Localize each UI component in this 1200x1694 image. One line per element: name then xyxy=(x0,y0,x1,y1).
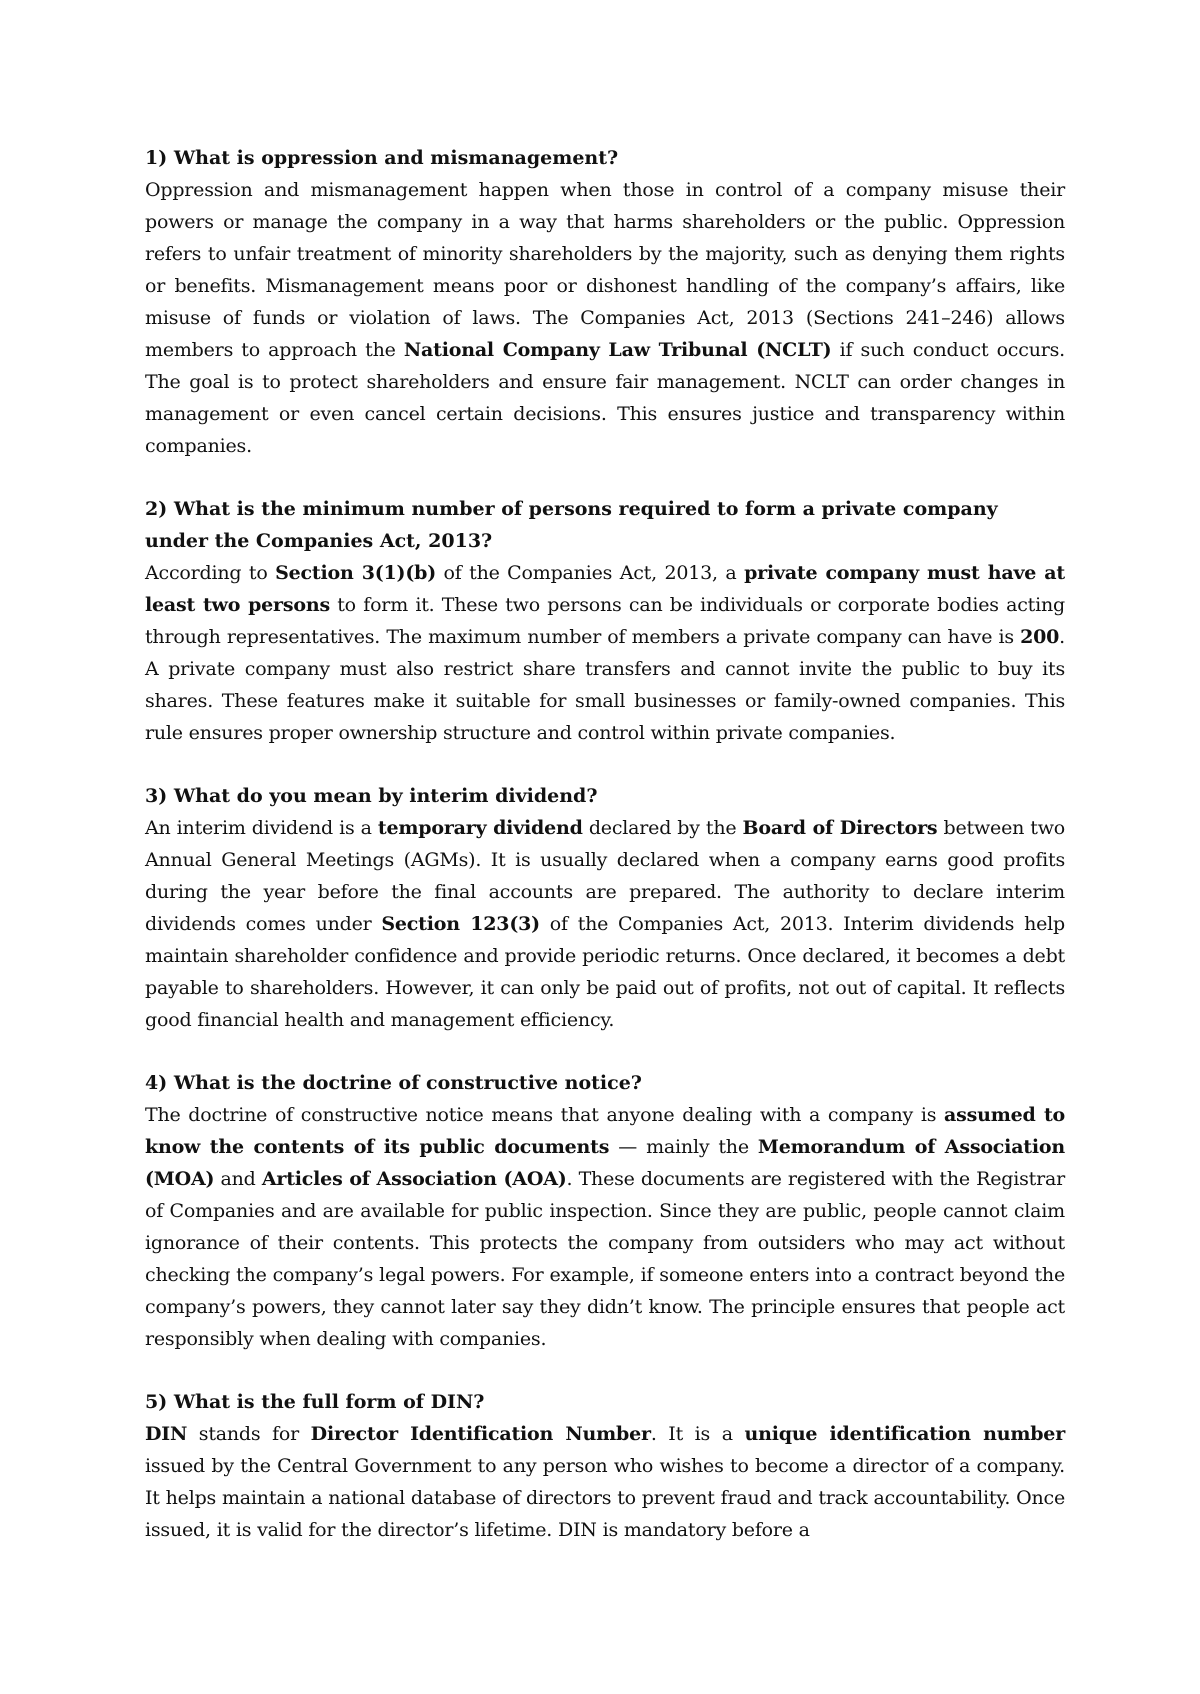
question-heading: 5) What is the full form of DIN? xyxy=(145,1391,485,1413)
bold-term: assumed to know the contents of its public documents xyxy=(145,1104,1066,1158)
answer-text: Oppression and mismanagement happen when those in control of a company misuse their powers or manage the company in a way that harms shareholders or the public. Oppression refers to unfair treatment of minority shareholders by the majority, such as denying them rights or benefits. Mismanagement means poor or dishonest handling of the company’s affairs, like misuse of funds or violation of laws. The Companies Act, 2013 (Sections 241–246) allows members to approach the xyxy=(145,179,1065,361)
answer-text: The doctrine of constructive notice means that anyone dealing with a company is xyxy=(145,1104,945,1126)
question-heading: 4) What is the doctrine of constructive notice? xyxy=(145,1072,642,1094)
answer-paragraph xyxy=(145,174,1065,462)
bold-term: Section 123(3) xyxy=(381,913,540,935)
answer-text: and xyxy=(214,1168,262,1190)
answer-paragraph xyxy=(145,1099,1065,1355)
question-heading: 1) What is oppression and mismanagement? xyxy=(145,147,619,169)
question-heading: 3) What do you mean by interim dividend? xyxy=(145,785,598,807)
bold-term: temporary dividend xyxy=(377,817,583,839)
answer-text: . A private company must also restrict share transfers and cannot invite the public to buy its shares. These features make it suitable for small businesses or family-owned companies. This rule ensures proper ownership structure and control within private companies. xyxy=(145,626,1065,744)
qa-block xyxy=(145,1386,1065,1546)
bold-term: Section 3(1)(b) xyxy=(275,562,436,584)
answer-text: issued by the Central Government to any person who wishes to become a director of a company. It helps maintain a national database of directors to prevent fraud and track accountability. Once issued, it is valid for the director’s lifetime. DIN is mandatory before a xyxy=(145,1455,1065,1541)
qa-block xyxy=(145,1067,1065,1355)
answer-text: to form it. These two persons can be individuals or corporate bodies acting through representatives. The maximum number of members a private company can have is xyxy=(145,594,1065,648)
bold-term: unique identification number xyxy=(744,1423,1066,1445)
qa-block xyxy=(145,493,1065,749)
document-page xyxy=(145,142,1065,1577)
bold-term: Director Identification Number xyxy=(310,1423,651,1445)
answer-text: An interim dividend is a xyxy=(145,817,378,839)
answer-text: between two Annual General Meetings (AGMs). It is usually declared when a company earns good profits during the year before the final accounts are prepared. The authority to declare interim dividends comes under xyxy=(145,817,1066,935)
answer-text: stands for xyxy=(187,1423,311,1445)
answer-text: of the Companies Act, 2013. Interim dividends help maintain shareholder confidence and provide periodic returns. Once declared, it becomes a debt payable to shareholders. However, it can only be paid out of profits, not out of capital. It reflects good financial health and management efficiency. xyxy=(145,913,1065,1031)
answer-text: . It is a xyxy=(650,1423,745,1445)
qa-block xyxy=(145,142,1065,462)
qa-block xyxy=(145,780,1065,1036)
answer-text: if such conduct occurs. The goal is to protect shareholders and ensure fair management. NCLT can order changes in management or even cancel certain decisions. This ensures justice and transparency within companies. xyxy=(145,339,1065,457)
bold-term: National Company Law Tribunal (NCLT) xyxy=(403,339,832,361)
answer-text: According to xyxy=(145,562,276,584)
bold-term: private company must have at least two persons xyxy=(145,562,1065,616)
answer-text: declared by the xyxy=(582,817,743,839)
answer-paragraph xyxy=(145,812,1065,1036)
bold-term: Board of Directors xyxy=(742,817,938,839)
bold-term: Articles of Association (AOA) xyxy=(261,1168,567,1190)
answer-text: . These documents are registered with the Registrar of Companies and are available for public inspection. Since they are public, people cannot claim ignorance of their contents. This protects the company from outsiders who may act without checking the company’s legal powers. For example, if someone enters into a contract beyond the company’s powers, they cannot later say they didn’t know. The principle ensures that people act responsibly when dealing with companies. xyxy=(145,1168,1066,1350)
answer-text: of the Companies Act, 2013, a xyxy=(435,562,745,584)
bold-term: 200 xyxy=(1020,626,1060,648)
answer-paragraph xyxy=(145,557,1065,749)
question-heading: 2) What is the minimum number of persons required to form a private company under the Companies Act, 2013? xyxy=(145,498,998,552)
answer-text: — mainly the xyxy=(609,1136,758,1158)
answer-paragraph xyxy=(145,1418,1065,1546)
bold-term: Memorandum of Association (MOA) xyxy=(145,1136,1065,1190)
bold-term: DIN xyxy=(145,1423,188,1445)
